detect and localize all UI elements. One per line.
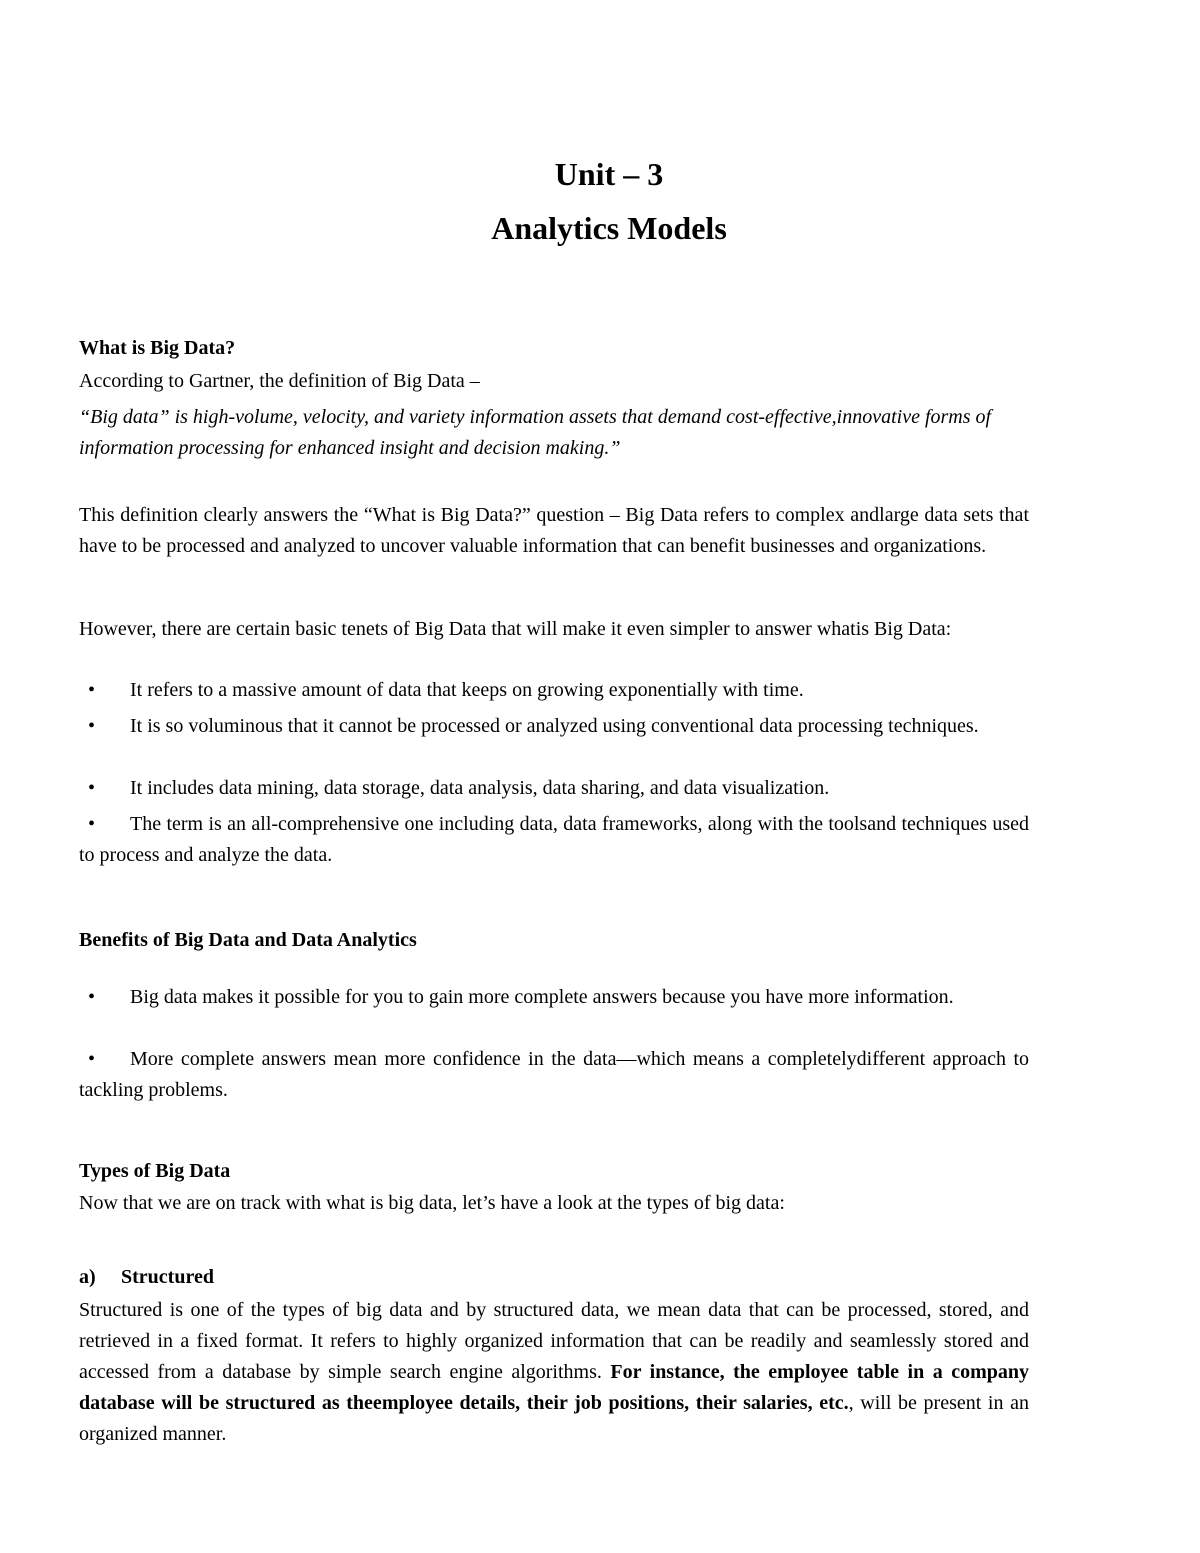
section-heading-types: Types of Big Data (79, 1160, 231, 1182)
bullet-dot-icon: • (88, 813, 96, 835)
bullet-dot-icon: • (88, 715, 96, 737)
page-title: Analytics Models (491, 210, 727, 246)
unit-title: Unit – 3 (554, 156, 664, 192)
structured-paragraph (79, 1295, 1029, 1450)
bullet-text: Big data makes it possible for you to gain more complete answers because you have more information. (130, 986, 954, 1008)
gartner-intro: According to Gartner, the definition of Big Data – (79, 370, 480, 392)
structured-example-bold: For instance, the employee table in a company database will be structured as theemployee details, their job positions, their salaries, etc. (79, 1361, 1029, 1414)
bullet-dot-icon: • (88, 679, 96, 701)
bullet-dot-icon: • (88, 777, 96, 799)
subsection-structured (79, 1262, 1029, 1293)
bullet-text: It is so voluminous that it cannot be processed or analyzed using conventional data processing techniques. (130, 715, 979, 737)
structured-text: Structured is one of the types of big data and by structured data, we mean data that can be processed, stored, and retrieved in a fixed format. It refers to highly organized information that can be readily and seamlessly stored and accessed from a database by simple search engine algorithms. (79, 1299, 1029, 1383)
gartner-quote: “Big data” is high-volume, velocity, and variety information assets that demand cost-effective,innovative forms of information processing for enhanced insight and decision making.” (79, 406, 992, 459)
subsection-label: a) (79, 1266, 96, 1288)
subsection-heading: Structured (121, 1266, 214, 1288)
section-heading-benefits: Benefits of Big Data and Data Analytics (79, 929, 417, 951)
types-intro: Now that we are on track with what is big data, let’s have a look at the types of big data: (79, 1192, 785, 1214)
bullet-item (79, 982, 1029, 1013)
bullet-item (79, 1044, 1029, 1106)
bullet-item (79, 675, 1029, 706)
definition-paragraph: This definition clearly answers the “What is Big Data?” question – Big Data refers to complex andlarge data sets that have to be processed and analyzed to uncover valuable information that can benefit businesses and organizations. (79, 504, 1029, 557)
bullet-dot-icon: • (88, 1048, 96, 1070)
bullet-item (79, 809, 1029, 871)
bullet-text: The term is an all-comprehensive one including data, data frameworks, along with the toolsand techniques used to process and analyze the data. (79, 813, 1029, 866)
section-heading-what-is-big-data: What is Big Data? (79, 337, 236, 359)
tenets-paragraph: However, there are certain basic tenets of Big Data that will make it even simpler to answer whatis Big Data: (79, 618, 952, 640)
bullet-text: It refers to a massive amount of data that keeps on growing exponentially with time. (130, 679, 804, 701)
bullet-item (79, 773, 1029, 804)
bullet-item (79, 711, 1029, 742)
bullet-text: More complete answers mean more confidence in the data—which means a completelydifferent approach to tackling problems. (79, 1048, 1029, 1101)
bullet-dot-icon: • (88, 986, 96, 1008)
structured-text-end: , will be present in an organized manner. (79, 1392, 1029, 1445)
bullet-text: It includes data mining, data storage, data analysis, data sharing, and data visualization. (130, 777, 830, 799)
